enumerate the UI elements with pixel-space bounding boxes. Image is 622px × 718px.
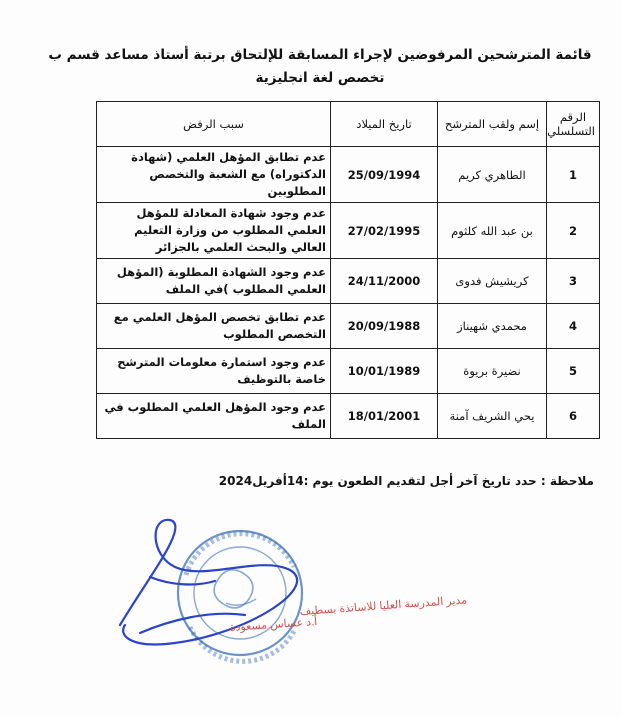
row-birth-date: 27/02/1995 xyxy=(331,203,438,259)
row-birth-date: 10/01/1989 xyxy=(331,349,438,394)
official-stamp-and-signature xyxy=(0,515,468,705)
row-birth-date: 24/11/2000 xyxy=(331,259,438,304)
row-birth-date: 25/09/1994 xyxy=(331,147,438,203)
table-header-row xyxy=(97,102,600,147)
row-name: كريشيش فدوى xyxy=(438,259,547,304)
appeal-deadline-note: ملاحظة : حدد تاريخ آخر أجل لتقديم الطعون يوم :14أفريل2024 xyxy=(218,474,594,488)
document-title: قائمة المترشحين المرفوضين لإجراء المسابقة للإلتحاق برتبة أستاذ مساعد قسم ب تخصص لغة انجليزية xyxy=(48,47,592,86)
header-birth-date: تاريخ الميلاد xyxy=(331,102,438,147)
row-name: يحي الشريف آمنة xyxy=(438,394,547,439)
signature-stamp-area xyxy=(0,515,468,705)
row-reason: عدم وجود استمارة معلومات المترشح خاصة بالتوظيف xyxy=(97,349,331,394)
rejected-candidates-table xyxy=(96,101,600,439)
row-reason: عدم وجود المؤهل العلمي المطلوب في الملف xyxy=(97,394,331,439)
table-row xyxy=(97,394,600,439)
table-row xyxy=(97,349,600,394)
table-row xyxy=(97,147,600,203)
official-stamp xyxy=(178,531,302,661)
row-reason: عدم تطابق تخصص المؤهل العلمي مع التخصص المطلوب xyxy=(97,304,331,349)
row-birth-date: 20/09/1988 xyxy=(331,304,438,349)
table-row xyxy=(97,203,600,259)
row-reason: عدم تطابق المؤهل العلمي (شهادة الدكتوراه) مع الشعبة والتخصص المطلوبين xyxy=(97,147,331,203)
header-number: الرقم التسلسلي xyxy=(547,102,600,147)
table-row xyxy=(97,304,600,349)
header-name: إسم ولقب المترشح xyxy=(438,102,547,147)
row-number: 1 xyxy=(547,147,600,203)
row-number: 3 xyxy=(547,259,600,304)
row-name: محمدي شهيناز xyxy=(438,304,547,349)
row-reason: عدم وجود الشهادة المطلوبة (المؤهل العلمي المطلوب )في الملف xyxy=(97,259,331,304)
signer-name: أ.د عساس مسعودة xyxy=(229,615,318,634)
row-reason: عدم وجود شهادة المعادلة للمؤهل العلمي المطلوب من وزارة التعليم العالي والبحث العلمي بالجزائر xyxy=(97,203,331,259)
row-number: 2 xyxy=(547,203,600,259)
row-number: 5 xyxy=(547,349,600,394)
row-name: نضيرة بريوة xyxy=(438,349,547,394)
row-number: 4 xyxy=(547,304,600,349)
signer-title: مدير المدرسة العليا للاساتذة بسطيف xyxy=(299,594,468,618)
row-name: الطاهري كريم xyxy=(438,147,547,203)
header-reason: سبب الرفض xyxy=(97,102,331,147)
row-birth-date: 18/01/2001 xyxy=(331,394,438,439)
table-row xyxy=(97,259,600,304)
row-number: 6 xyxy=(547,394,600,439)
row-name: بن عبد الله كلثوم xyxy=(438,203,547,259)
